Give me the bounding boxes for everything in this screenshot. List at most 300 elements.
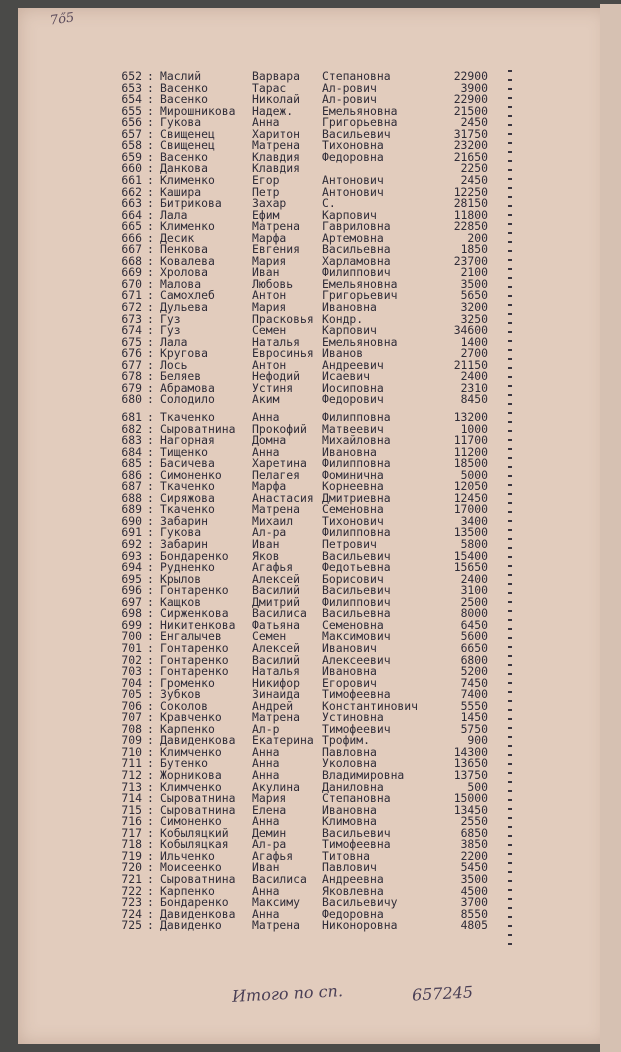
first-name: Мария: [252, 253, 287, 268]
patronymic: Васильевич: [322, 548, 391, 563]
entry-number: 680: [121, 392, 142, 407]
separator-colon: :: [147, 69, 154, 83]
separator-colon: :: [147, 513, 154, 528]
first-name: Михаил: [252, 513, 294, 528]
separator-colon: :: [147, 895, 154, 910]
amount: 3250: [460, 311, 488, 326]
separator-colon: :: [147, 744, 154, 759]
first-name: Прасковья: [252, 311, 314, 326]
entry-number: 684: [121, 444, 142, 459]
entry-number: 720: [121, 860, 142, 875]
separator-colon: :: [147, 323, 154, 338]
entry-number: 686: [121, 467, 142, 482]
amount: 11200: [453, 444, 488, 459]
amount: 3850: [460, 837, 488, 852]
first-name: Устиня: [252, 380, 294, 395]
surname: Ткаченко: [160, 409, 215, 424]
patronymic: Васильевичу: [322, 895, 398, 910]
surname: Сыроватнина: [160, 802, 236, 817]
patronymic: С.: [322, 196, 336, 211]
amount: 3200: [460, 300, 488, 314]
surname: Васенко: [160, 80, 209, 95]
first-name: Иван: [252, 860, 280, 875]
amount: 11800: [453, 207, 488, 222]
separator-colon: :: [147, 380, 154, 395]
surname: Битрикова: [160, 196, 222, 211]
separator-colon: :: [147, 883, 154, 898]
amount: 4500: [460, 883, 488, 898]
amount: 23700: [453, 253, 488, 268]
surname: Кругова: [160, 346, 209, 361]
ledger-row: [0, 919, 621, 932]
entry-number: 715: [121, 802, 142, 817]
entry-number: 710: [121, 744, 142, 759]
amount: 22850: [453, 219, 488, 234]
separator-colon: :: [147, 103, 154, 118]
first-name: Анна: [252, 768, 280, 782]
surname: Сиряжова: [160, 490, 215, 505]
amount: 6650: [460, 640, 488, 655]
separator-colon: :: [147, 311, 154, 326]
patronymic: Ивановна: [322, 802, 377, 817]
separator-colon: :: [147, 918, 154, 933]
separator-colon: :: [147, 276, 154, 291]
separator-colon: :: [147, 92, 154, 107]
surname: Гонтаренко: [160, 652, 229, 667]
patronymic: Алексеевич: [322, 652, 391, 667]
amount: 2550: [460, 814, 488, 829]
surname: Жорникова: [160, 768, 222, 782]
patronymic: Устиновна: [322, 710, 384, 725]
separator-colon: :: [147, 860, 154, 875]
surname: Кобыляцкий: [160, 825, 229, 840]
first-name: Андрей: [252, 698, 294, 713]
entry-number: 724: [121, 906, 142, 921]
entry-number: 665: [121, 219, 142, 234]
first-name: Наталья: [252, 334, 301, 349]
amount: 31750: [453, 126, 488, 141]
patronymic: Владимировна: [322, 768, 405, 782]
separator-colon: :: [147, 721, 154, 736]
separator-colon: :: [147, 525, 154, 540]
entry-number: 701: [121, 640, 142, 655]
surname: Гонтаренко: [160, 583, 229, 598]
separator-colon: :: [147, 617, 154, 632]
amount: 23200: [453, 138, 488, 153]
first-name: Анна: [252, 744, 280, 759]
first-name: Агафья: [252, 848, 294, 863]
patronymic: Емельяновна: [322, 103, 398, 118]
separator-colon: :: [147, 161, 154, 176]
ledger-row: [0, 393, 621, 406]
amount: 2250: [460, 161, 488, 176]
separator-colon: :: [147, 756, 154, 771]
patronymic: Петрович: [322, 537, 377, 551]
patronymic: Семеновна: [322, 617, 384, 632]
separator-colon: :: [147, 687, 154, 702]
surname: Лала: [160, 334, 188, 349]
patronymic: Филипповна: [322, 525, 391, 540]
surname: Ткаченко: [160, 502, 215, 517]
amount: 13450: [453, 802, 488, 817]
patronymic: Федорович: [322, 392, 384, 407]
surname: Гукова: [160, 525, 202, 540]
amount: 12050: [453, 479, 488, 494]
first-name: Матрена: [252, 710, 301, 725]
entry-number: 691: [121, 525, 142, 540]
separator-colon: :: [147, 502, 154, 517]
first-name: Харетина: [252, 456, 307, 471]
surname: Гуз: [160, 311, 181, 326]
first-name: Зинаида: [252, 687, 301, 702]
surname: Бондаренко: [160, 895, 229, 910]
separator-colon: :: [147, 594, 154, 609]
amount: 11700: [453, 433, 488, 448]
patronymic: Климовна: [322, 814, 377, 829]
first-name: Алексей: [252, 640, 301, 655]
surname: Громенко: [160, 675, 215, 690]
surname: Сыроватнина: [160, 871, 236, 886]
entry-number: 657: [121, 126, 142, 141]
patronymic: Дмитриевна: [322, 490, 391, 505]
patronymic: Васильевна: [322, 242, 391, 257]
first-name: Иван: [252, 265, 280, 280]
first-name: Ал-ра: [252, 837, 287, 852]
surname: Гонтаренко: [160, 640, 229, 655]
entry-number: 667: [121, 242, 142, 257]
surname: Солодило: [160, 392, 215, 407]
surname: Бутенко: [160, 756, 209, 771]
surname: Давиденкова: [160, 733, 236, 748]
surname: Мирошникова: [160, 103, 236, 118]
surname: Кобыляцкая: [160, 837, 229, 852]
separator-colon: :: [147, 629, 154, 644]
first-name: Фатьяна: [252, 617, 301, 632]
surname: Ильченко: [160, 848, 215, 863]
patronymic: Михайловна: [322, 433, 391, 448]
first-name: Ал-р: [252, 721, 280, 736]
entry-number: 663: [121, 196, 142, 211]
first-name: Евросинья: [252, 346, 314, 361]
surname: Нагорная: [160, 433, 215, 448]
separator-colon: :: [147, 906, 154, 921]
patronymic: Васильевич: [322, 583, 391, 598]
first-name: Анна: [252, 883, 280, 898]
amount: 1000: [460, 421, 488, 436]
patronymic: Емельяновна: [322, 334, 398, 349]
separator-colon: :: [147, 334, 154, 349]
first-name: Василиса: [252, 606, 307, 621]
first-name: Харитон: [252, 126, 301, 141]
patronymic: Кондр.: [322, 311, 364, 326]
surname: Данкова: [160, 161, 209, 176]
first-name: Семен: [252, 629, 287, 644]
amount: 22900: [453, 92, 488, 107]
entry-number: 690: [121, 513, 142, 528]
first-name: Анна: [252, 444, 280, 459]
amount: 2100: [460, 265, 488, 280]
surname: Никитенкова: [160, 617, 236, 632]
amount: 5200: [460, 664, 488, 679]
entry-number: 676: [121, 346, 142, 361]
first-name: Ал-ра: [252, 525, 287, 540]
corner-note: 7ő5: [49, 10, 76, 29]
amount: 2400: [460, 369, 488, 384]
surname: Кащков: [160, 594, 202, 609]
first-name: Мария: [252, 791, 287, 806]
amount: 17000: [453, 502, 488, 517]
separator-colon: :: [147, 479, 154, 494]
amount: 13750: [453, 768, 488, 782]
amount: 2200: [460, 848, 488, 863]
first-name: Анна: [252, 409, 280, 424]
surname: Самохлеб: [160, 288, 215, 303]
amount: 7400: [460, 687, 488, 702]
patronymic: Карпович: [322, 323, 377, 338]
patronymic: Тимофеевна: [322, 687, 391, 702]
first-name: Елена: [252, 802, 287, 817]
patronymic: Тимофеевич: [322, 721, 391, 736]
entry-number: 661: [121, 172, 142, 187]
entry-number: 698: [121, 606, 142, 621]
patronymic: Исаевич: [322, 369, 371, 384]
separator-colon: :: [147, 392, 154, 407]
entry-number: 688: [121, 490, 142, 505]
separator-colon: :: [147, 115, 154, 130]
amount: 15650: [453, 560, 488, 575]
entry-number: 671: [121, 288, 142, 303]
first-name: Василиса: [252, 871, 307, 886]
amount: 1450: [460, 710, 488, 725]
entry-number: 666: [121, 230, 142, 245]
entry-number: 673: [121, 311, 142, 326]
surname: Забарин: [160, 537, 209, 551]
first-name: Евгения: [252, 242, 301, 257]
entry-number: 679: [121, 380, 142, 395]
surname: Гонтаренко: [160, 664, 229, 679]
amount: 22900: [453, 69, 488, 83]
entry-number: 703: [121, 664, 142, 679]
first-name: Акулина: [252, 779, 301, 794]
patronymic: Гавриловна: [322, 219, 391, 234]
surname: Клименко: [160, 172, 215, 187]
surname: Моисеенко: [160, 860, 222, 875]
patronymic: Федоровна: [322, 906, 384, 921]
first-name: Егор: [252, 172, 280, 187]
first-name: Алексей: [252, 571, 301, 586]
amount: 500: [467, 779, 488, 794]
surname: Пенкова: [160, 242, 209, 257]
patronymic: Яковлевна: [322, 883, 384, 898]
patronymic: Артемовна: [322, 230, 384, 245]
amount: 5450: [460, 860, 488, 875]
patronymic: Тихоновна: [322, 138, 384, 153]
total-amount: 657245: [411, 982, 474, 1005]
surname: Васенко: [160, 92, 209, 107]
first-name: Анастасия: [252, 490, 314, 505]
first-name: Яков: [252, 548, 280, 563]
entry-number: 689: [121, 502, 142, 517]
surname: Соколов: [160, 698, 209, 713]
entry-number: 712: [121, 768, 142, 782]
entry-number: 664: [121, 207, 142, 222]
patronymic: Антонович: [322, 184, 384, 199]
patronymic: Филиппович: [322, 265, 391, 280]
separator-colon: :: [147, 346, 154, 361]
first-name: Антон: [252, 288, 287, 303]
surname: Хролова: [160, 265, 209, 280]
entry-number: 681: [121, 409, 142, 424]
entry-number: 675: [121, 334, 142, 349]
first-name: Анна: [252, 814, 280, 829]
separator-colon: :: [147, 490, 154, 505]
entry-number: 708: [121, 721, 142, 736]
surname: Енгалычев: [160, 629, 222, 644]
separator-colon: :: [147, 791, 154, 806]
patronymic: Матвеевич: [322, 421, 384, 436]
entry-number: 711: [121, 756, 142, 771]
patronymic: Филиппович: [322, 594, 391, 609]
separator-colon: :: [147, 768, 154, 782]
amount: 4805: [460, 918, 488, 933]
surname: Кравченко: [160, 710, 222, 725]
amount: 5600: [460, 629, 488, 644]
first-name: Мария: [252, 300, 287, 314]
amount: 900: [467, 733, 488, 748]
first-name: Матрена: [252, 219, 301, 234]
patronymic: Ивановна: [322, 300, 377, 314]
separator-colon: :: [147, 421, 154, 436]
amount: 2450: [460, 172, 488, 187]
amount: 13500: [453, 525, 488, 540]
surname: Свищенец: [160, 126, 215, 141]
first-name: Никифор: [252, 675, 301, 690]
surname: Гуз: [160, 323, 181, 338]
separator-colon: :: [147, 733, 154, 748]
separator-colon: :: [147, 802, 154, 817]
amount: 3700: [460, 895, 488, 910]
first-name: Анна: [252, 906, 280, 921]
first-name: Варвара: [252, 69, 301, 83]
entry-number: 699: [121, 617, 142, 632]
amount: 3900: [460, 80, 488, 95]
patronymic: Емельяновна: [322, 276, 398, 291]
entry-number: 677: [121, 357, 142, 372]
amount: 5750: [460, 721, 488, 736]
separator-colon: :: [147, 300, 154, 314]
surname: Свищенец: [160, 138, 215, 153]
separator-colon: :: [147, 444, 154, 459]
entry-number: 692: [121, 537, 142, 551]
amount: 8550: [460, 906, 488, 921]
separator-colon: :: [147, 409, 154, 424]
amount: 3100: [460, 583, 488, 598]
patronymic: Трофим.: [322, 733, 371, 748]
patronymic: Тимофеевна: [322, 837, 391, 852]
amount: 12450: [453, 490, 488, 505]
surname: Сыроватнина: [160, 421, 236, 436]
separator-colon: :: [147, 149, 154, 164]
patronymic: Ал-рович: [322, 92, 377, 107]
first-name: Петр: [252, 184, 280, 199]
separator-colon: :: [147, 126, 154, 141]
amount: 15400: [453, 548, 488, 563]
entry-number: 678: [121, 369, 142, 384]
entry-number: 721: [121, 871, 142, 886]
first-name: Анна: [252, 756, 280, 771]
separator-colon: :: [147, 652, 154, 667]
amount: 6800: [460, 652, 488, 667]
surname: Лось: [160, 357, 188, 372]
entry-number: 653: [121, 80, 142, 95]
amount: 2700: [460, 346, 488, 361]
entry-number: 723: [121, 895, 142, 910]
separator-colon: :: [147, 825, 154, 840]
amount: 5000: [460, 467, 488, 482]
surname: Кашира: [160, 184, 202, 199]
amount: 34600: [453, 323, 488, 338]
surname: Давиденко: [160, 918, 222, 933]
patronymic: Антонович: [322, 172, 384, 187]
first-name: Демин: [252, 825, 287, 840]
first-name: Марфа: [252, 479, 287, 494]
entry-number: 660: [121, 161, 142, 176]
amount: 6450: [460, 617, 488, 632]
separator-colon: :: [147, 664, 154, 679]
first-name: Матрена: [252, 502, 301, 517]
amount: 13650: [453, 756, 488, 771]
amount: 15000: [453, 791, 488, 806]
surname: Давиденкова: [160, 906, 236, 921]
patronymic: Васильевич: [322, 126, 391, 141]
entry-number: 656: [121, 115, 142, 130]
first-name: Агафья: [252, 560, 294, 575]
patronymic: Ивановна: [322, 444, 377, 459]
amount: 8450: [460, 392, 488, 407]
patronymic: Семеновна: [322, 502, 384, 517]
amount: 7450: [460, 675, 488, 690]
entry-number: 725: [121, 918, 142, 933]
amount: 1850: [460, 242, 488, 257]
surname: Бондаренко: [160, 548, 229, 563]
entry-number: 652: [121, 69, 142, 83]
surname: Абрамова: [160, 380, 215, 395]
entry-number: 718: [121, 837, 142, 852]
amount: 12250: [453, 184, 488, 199]
entry-number: 670: [121, 276, 142, 291]
first-name: Дмитрий: [252, 594, 301, 609]
amount: 6850: [460, 825, 488, 840]
surname: Крылов: [160, 571, 202, 586]
entry-number: 697: [121, 594, 142, 609]
first-name: Аким: [252, 392, 280, 407]
entry-number: 654: [121, 92, 142, 107]
amount: 3500: [460, 871, 488, 886]
first-name: Надеж.: [252, 103, 294, 118]
surname: Сыроватнина: [160, 791, 236, 806]
separator-colon: :: [147, 848, 154, 863]
amount: 200: [467, 230, 488, 245]
entry-number: 658: [121, 138, 142, 153]
amount: 2450: [460, 115, 488, 130]
separator-colon: :: [147, 253, 154, 268]
patronymic: Максимович: [322, 629, 391, 644]
entry-number: 662: [121, 184, 142, 199]
separator-colon: :: [147, 583, 154, 598]
separator-colon: :: [147, 184, 154, 199]
patronymic: Корнеевна: [322, 479, 384, 494]
patronymic: Павлович: [322, 860, 377, 875]
